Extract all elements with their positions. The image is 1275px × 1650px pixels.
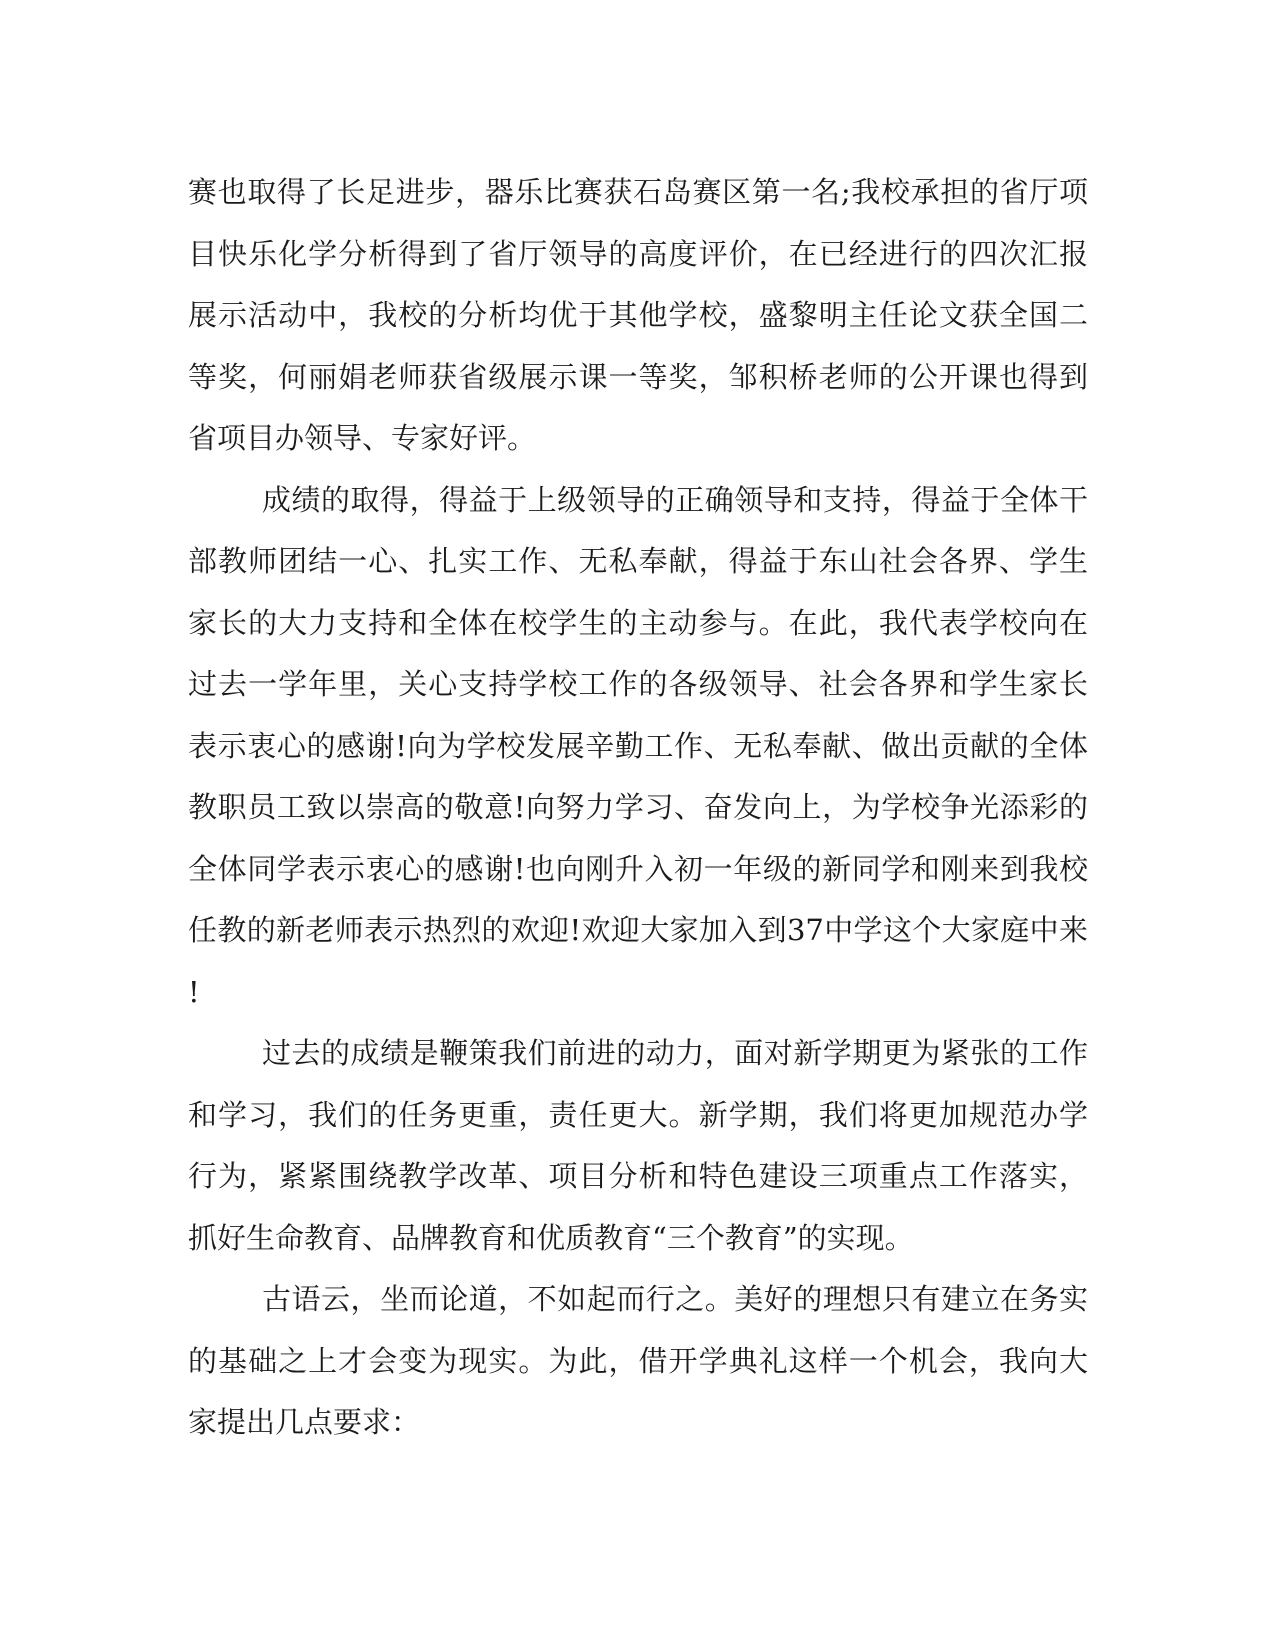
text-line: 家长的大力支持和全体在校学生的主动参与。在此，我代表学校向在 <box>188 605 1088 640</box>
text-line: 抓好生命教育、品牌教育和优质教育“三个教育”的实现。 <box>188 1220 914 1255</box>
text-line: 教职员工致以崇高的敬意!向努力学习、奋发向上，为学校争光添彩的 <box>188 790 1088 824</box>
paragraph-4 <box>188 1269 1088 1454</box>
text-line: 任教的新老师表示热烈的欢迎!欢迎大家加入到37中学这个大家庭中来 <box>188 913 1088 947</box>
text-line: 等奖，何丽娟老师获省级展示课一等奖，邹积桥老师的公开课也得到 <box>188 359 1088 394</box>
text-line: 展示活动中，我校的分析均优于其他学校，盛黎明主任论文获全国二 <box>188 298 1088 332</box>
text-line: ! <box>188 974 200 1009</box>
paragraph-1 <box>188 162 1088 470</box>
document-body <box>188 162 1088 1454</box>
text-line: 省项目办领导、专家好评。 <box>188 421 537 455</box>
text-line: 表示衷心的感谢!向为学校发展辛勤工作、无私奉献、做出贡献的全体 <box>188 728 1088 763</box>
paragraph-2 <box>188 470 1088 1024</box>
text-line: 全体同学表示衷心的感谢!也向刚升入初一年级的新同学和刚来到我校 <box>188 851 1088 886</box>
text-line: 过去一学年里，关心支持学校工作的各级领导、社会各界和学生家长 <box>188 667 1088 701</box>
text-line: 成绩的取得，得益于上级领导的正确领导和支持，得益于全体干 <box>262 482 1088 517</box>
text-line: 古语云，坐而论道，不如起而行之。美好的理想只有建立在务实 <box>262 1282 1088 1316</box>
text-line: 赛也取得了长足进步，器乐比赛获石岛赛区第一名;我校承担的省厅项 <box>188 175 1088 209</box>
text-line: 部教师团结一心、扎实工作、无私奉献，得益于东山社会各界、学生 <box>188 544 1088 578</box>
text-line: 行为，紧紧围绕教学改革、项目分析和特色建设三项重点工作落实， <box>188 1159 1088 1193</box>
text-line: 家提出几点要求： <box>188 1405 421 1439</box>
text-line: 的基础之上才会变为现实。为此，借开学典礼这样一个机会，我向大 <box>188 1343 1088 1378</box>
paragraph-3 <box>188 1023 1088 1269</box>
text-line: 和学习，我们的任务更重，责任更大。新学期，我们将更加规范办学 <box>188 1097 1088 1132</box>
text-line: 目快乐化学分析得到了省厅领导的高度评价，在已经进行的四次汇报 <box>188 236 1088 271</box>
text-line: 过去的成绩是鞭策我们前进的动力，面对新学期更为紧张的工作 <box>262 1036 1088 1070</box>
